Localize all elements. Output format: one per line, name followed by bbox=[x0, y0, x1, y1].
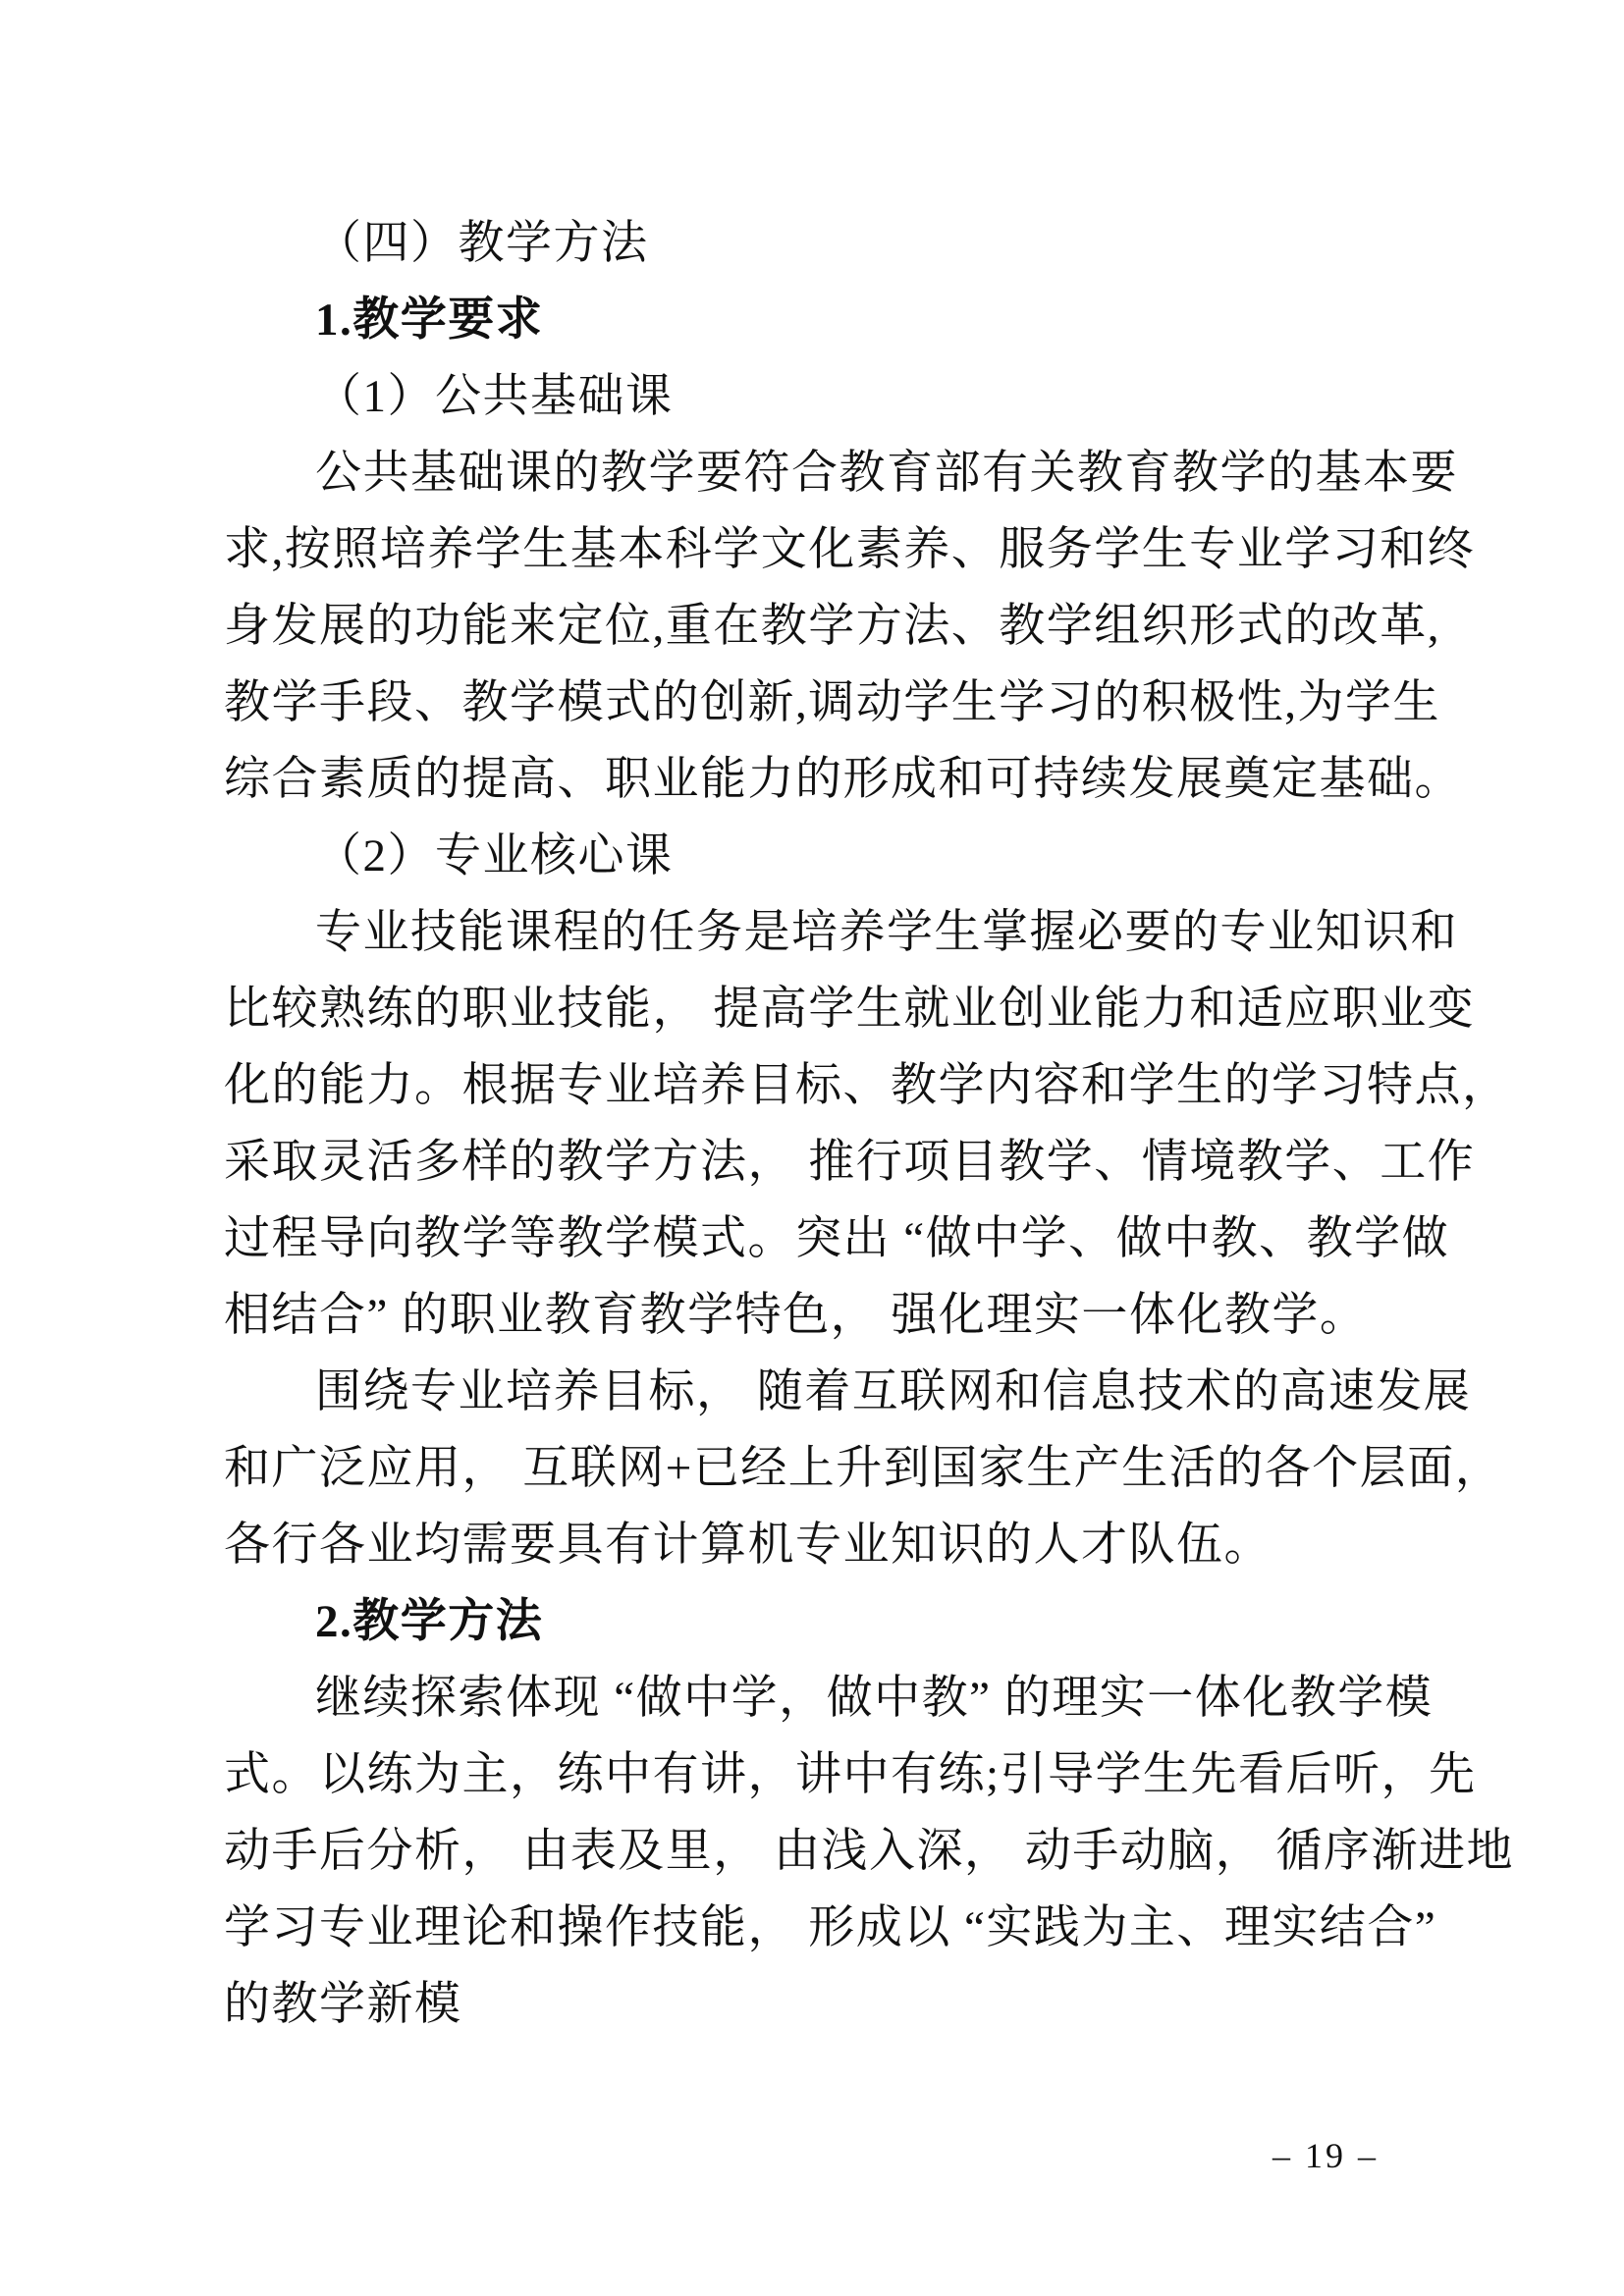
heading-section-4: （四）教学方法 bbox=[315, 218, 649, 269]
heading-1-public-basic-courses: （1）公共基础课 bbox=[315, 371, 674, 422]
paragraph-line: 身发展的功能来定位,重在教学方法、教学组织形式的改革, bbox=[224, 601, 1440, 652]
paragraph-line: 围绕专业培养目标， 随着互联网和信息技术的高速发展 bbox=[315, 1366, 1472, 1417]
paragraph-line: 综合素质的提高、职业能力的形成和可持续发展奠定基础。 bbox=[224, 754, 1462, 805]
paragraph-line: 过程导向教学等教学模式。突出 “做中学、做中教、教学做 bbox=[224, 1213, 1450, 1264]
paragraph-line: 采取灵活多样的教学方法， 推行项目教学、情境教学、工作 bbox=[224, 1137, 1476, 1188]
paragraph-line: 求,按照培养学生基本科学文化素养、服务学生专业学习和终 bbox=[224, 524, 1476, 575]
paragraph-line: 和广泛应用， 互联网+已经上升到国家生产生活的各个层面， bbox=[224, 1443, 1503, 1494]
paragraph-line: 教学手段、教学模式的创新,调动学生学习的积极性,为学生 bbox=[224, 677, 1440, 728]
paragraph-line: 继续探索体现 “做中学，做中教” 的理实一体化教学模 bbox=[315, 1673, 1434, 1724]
paragraph-line: 公共基础课的教学要符合教育部有关教育教学的基本要 bbox=[315, 448, 1458, 499]
heading-1-teaching-requirements: 1.教学要求 bbox=[315, 294, 544, 346]
paragraph-line: 比较熟练的职业技能， 提高学生就业创业能力和适应职业变 bbox=[224, 984, 1476, 1035]
paragraph-line: 各行各业均需要具有计算机专业知识的人才队伍。 bbox=[224, 1520, 1272, 1571]
heading-2-professional-core-courses: （2）专业核心课 bbox=[315, 830, 674, 881]
text-block bbox=[224, 205, 1514, 2043]
paragraph-line: 学习专业理论和操作技能， 形成以 “实践为主、理实结合” bbox=[224, 1902, 1437, 1953]
paragraph-line: 化的能力。根据专业培养目标、教学内容和学生的学习特点， bbox=[224, 1060, 1510, 1111]
heading-2-teaching-methods: 2.教学方法 bbox=[315, 1596, 544, 1647]
paragraph-line: 专业技能课程的任务是培养学生掌握必要的专业知识和 bbox=[315, 907, 1458, 958]
paragraph-line: 动手后分析， 由表及里， 由浅入深， 动手动脑， 循序渐进地 bbox=[224, 1826, 1514, 1877]
paragraph-line: 式。以练为主，练中有讲，讲中有练;引导学生先看后听，先 bbox=[224, 1749, 1477, 1800]
paragraph-line: 相结合” 的职业教育教学特色， 强化理实一体化教学。 bbox=[224, 1290, 1368, 1341]
page-number: – 19 – bbox=[1272, 2136, 1379, 2175]
paragraph-line: 的教学新模 bbox=[224, 1979, 462, 2030]
